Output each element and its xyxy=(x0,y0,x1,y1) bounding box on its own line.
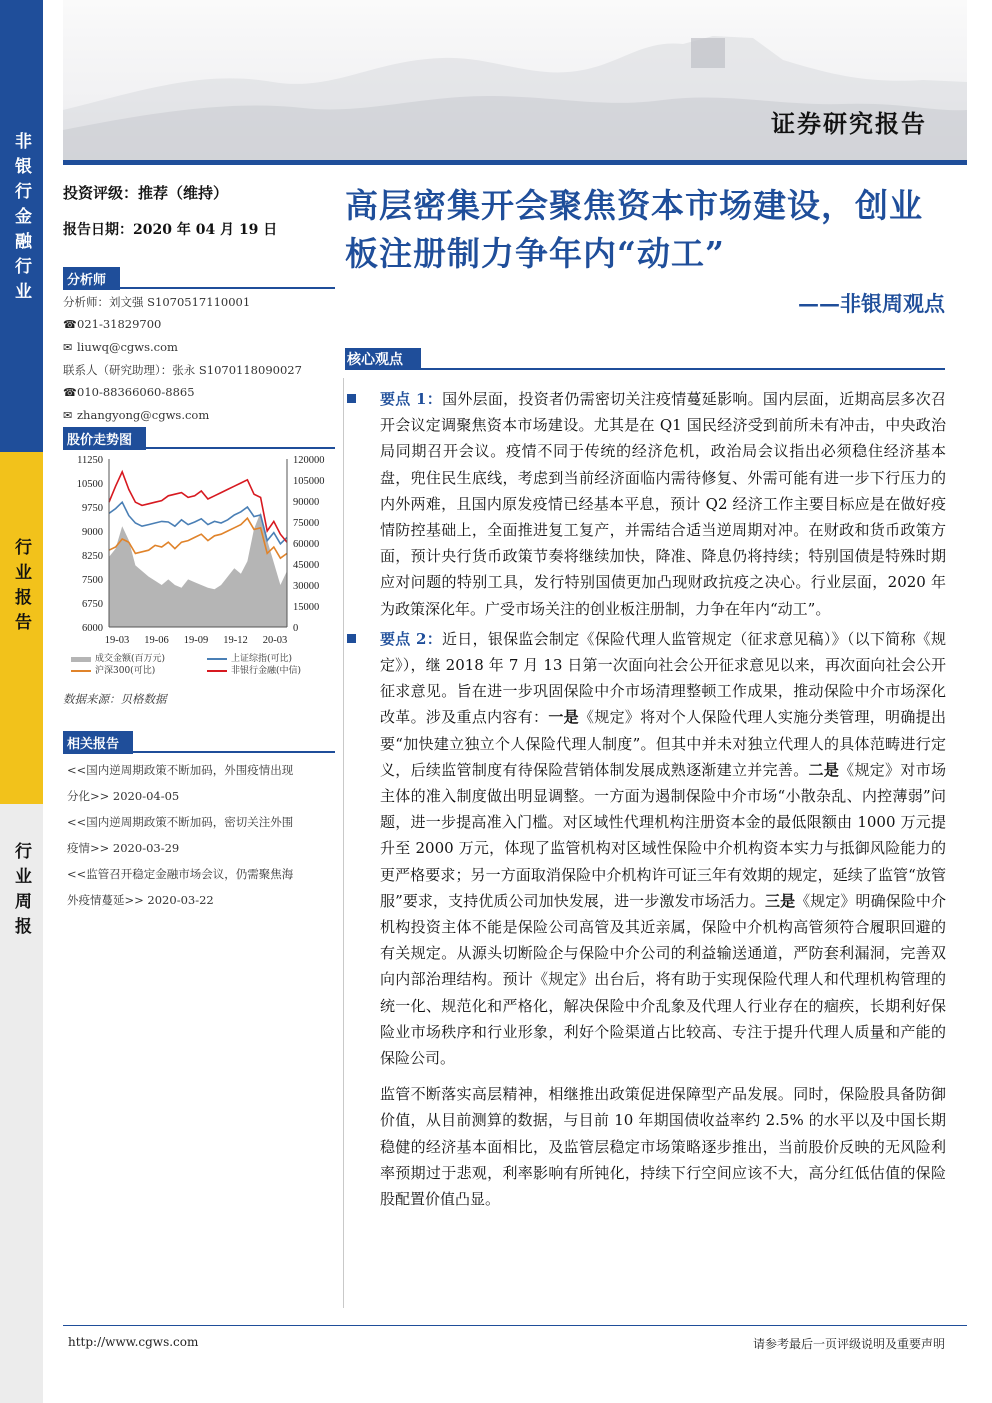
y-right-tick-label: 105000 xyxy=(293,476,325,487)
contact-email: ✉ zhangyong@cgws.com xyxy=(63,404,335,427)
analyst-heading xyxy=(63,267,335,289)
banner-title: 证券研究报告 xyxy=(771,109,927,138)
related-heading-label: 相关报告 xyxy=(63,731,133,754)
y-left-tick-label: 7500 xyxy=(82,575,103,586)
bullet-square-icon xyxy=(347,394,356,403)
y-right-tick-label: 0 xyxy=(293,623,299,634)
phone-icon: ☎ xyxy=(63,386,77,399)
side-tab-report-type xyxy=(0,452,43,804)
report-title-line: 高层密集开会聚焦资本市场建设，创业 xyxy=(345,186,923,225)
analyst-phone: ☎021-31829700 xyxy=(63,313,335,336)
x-tick-label: 20-03 xyxy=(262,635,288,646)
core-view-heading-label: 核心观点 xyxy=(345,348,421,370)
related-report-link[interactable]: <<监管召开稳定金融市场会议，仍需聚焦海 外疫情蔓延>> 2020-03-22 xyxy=(67,867,294,907)
legend-swatch xyxy=(207,670,227,672)
y-left-tick-label: 10500 xyxy=(76,479,103,490)
email-icon: ✉ xyxy=(63,341,73,354)
x-tick-label: 19-06 xyxy=(144,635,169,646)
report-subtitle: ——非银周观点 xyxy=(798,291,945,316)
core-view-heading xyxy=(345,348,945,370)
y-left-tick-label: 6750 xyxy=(82,599,103,610)
x-tick-label: 19-03 xyxy=(104,635,130,646)
chart-source: 数据来源：贝格数据 xyxy=(63,692,167,706)
email-icon: ✉ xyxy=(63,409,73,422)
y-left-tick-label: 6000 xyxy=(82,623,103,634)
side-tab-report-kind xyxy=(0,804,43,1403)
analyst-name: 分析师：刘文强 S1070517110001 xyxy=(63,295,251,309)
legend-item: 上证综指(可比) xyxy=(199,653,335,665)
legend-item: 非银行金融(中信) xyxy=(199,665,335,677)
stock-price-chart xyxy=(63,453,335,653)
x-tick-label: 19-12 xyxy=(223,635,248,646)
header-rule xyxy=(63,160,967,165)
related-report-link[interactable]: <<国内逆周期政策不断加码，外围疫情出现 分化>> 2020-04-05 xyxy=(67,763,294,803)
side-tab-industry-name xyxy=(0,0,43,452)
legend-swatch xyxy=(71,670,91,672)
chart-heading xyxy=(63,427,335,449)
phone-icon: ☎ xyxy=(63,318,77,331)
related-report-link[interactable]: <<国内逆周期政策不断加码，密切关注外围 疫情>> 2020-03-29 xyxy=(67,815,294,855)
side-tab-label: 行业周报 xyxy=(11,842,31,942)
y-left-tick-label: 11250 xyxy=(77,455,103,466)
side-tab-label: 行业报告 xyxy=(11,538,31,638)
left-column xyxy=(63,180,335,913)
column-divider xyxy=(343,378,344,1308)
related-list xyxy=(63,757,335,913)
y-right-tick-label: 15000 xyxy=(293,602,320,613)
y-right-tick-label: 45000 xyxy=(293,560,320,571)
key-point-1 xyxy=(346,386,946,622)
side-tab-label: 非银行金融行业 xyxy=(11,132,31,307)
y-right-tick-label: 120000 xyxy=(293,455,325,466)
bullet-square-icon xyxy=(347,634,356,643)
investment-rating: 投资评级：推荐（维持） xyxy=(63,184,229,202)
x-tick-label: 19-09 xyxy=(183,635,209,646)
legend-item: 沪深300(可比) xyxy=(63,665,199,677)
contact-name: 联系人（研究助理）：张永 S1070118090027 xyxy=(63,363,302,377)
legend-item: 成交金额(百万元) xyxy=(63,653,199,665)
report-title xyxy=(345,182,955,278)
key-point-text: 国外层面，投资者仍需密切关注疫情蔓延影响。国内层面，近期高层多次召开会议定调聚焦资本市场建设。尤其是在 Q1 国民经济受到前所未有冲击，中央政治局同期召开会议。疫情不同于传统的经济危机，政治局会议指出必须稳住经济基本盘，兜住民生底线，考虑到当前经济面临内需待修复、外需可能有进一步下行压力的内外两难，且国内原发疫情已经基本平息，预计 Q2 经济工作主要目标应是在做好疫情防控基础上，全面推进复工复产，并需结合适当逆周期对冲。在财政和货币政策方面，预计央行货币政策节奏将继续加快，降准、降息仍将持续；特别国债是特殊时期应对问题的特别工具，发行特别国债更加凸现财政抗疫之决心。行业层面，2020 年为政策深化年。广受市场关注的创业板注册制，力争在年内“动工”。 xyxy=(380,390,946,618)
y-right-tick-label: 75000 xyxy=(293,518,320,529)
core-view-body xyxy=(346,378,946,1212)
contact-phone: ☎010-88366060-8865 xyxy=(63,381,335,404)
legend-swatch xyxy=(71,657,91,662)
y-right-tick-label: 90000 xyxy=(293,497,320,508)
chart-heading-label: 股价走势图 xyxy=(63,427,146,450)
y-left-tick-label: 8250 xyxy=(82,551,103,562)
related-heading xyxy=(63,731,335,753)
y-right-tick-label: 30000 xyxy=(293,581,320,592)
y-left-tick-label: 9000 xyxy=(82,527,103,538)
y-left-tick-label: 9750 xyxy=(82,503,103,514)
y-right-tick-label: 60000 xyxy=(293,539,320,550)
footer-disclaimer-note: 请参考最后一页评级说明及重要声明 xyxy=(752,1337,945,1351)
key-point-2: 要点 2：近日，银保监会制定《保险代理人监管规定（征求意见稿）》（以下简称《规定》），继 2018 年 7 月 13 日第一次面向社会公开征求意见以来，再次面向社会公开征求意见。旨在进一步巩固保险中介市场清理整顿工作成果，推动保险中介市场深化改革。涉及重点内容有：一是《规定》将对个人保险代理人实施分类管理，明确提出要“加快建立独立个人保险代理人制度”。但其中并未对独立代理人的具体范畴进行定义，后续监管制度有待保险营销体制发展成熟逐渐建立并完善。二是《规定》对市场主体的准入制度做出明显调整。一方面为遏制保险中介市场“小散杂乱、内控薄弱”问题，进一步提高准入门槛。对区域性代理机构注册资本金的最低限额由 1000 万元提升至 2000 万元，体现了监管机构对区域性保险中介机构资本实力与抵御风险能力的更严格要求；另一方面取消保险中介机构许可证三年有效期的规定，延续了监管“放管服”要求，支持优质公司加快发展，进一步激发市场活力。三是《规定》明确保险中介机构投资主体不能是保险公司高管及其近亲属，保险中介机构高管须符合履职回避的有关规定。从源头切断险企与保险中介公司的利益输送通道，严防套利漏洞，完善双向内部治理结构。预计《规定》出台后，将有助于实现保险代理人和代理机构管理的统一化、规范化和严格化，解决保险中介乱象及代理人行业存在的痼疾，长期利好保险业市场秩序和行业形象，利好个险渠道占比较高、专注于提升代理人质量和产能的保险公司。 xyxy=(346,626,946,1071)
analyst-email: ✉ liuwq@cgws.com xyxy=(63,336,335,359)
analyst-info xyxy=(63,291,335,427)
conclusion-paragraph: 监管不断落实高层精神，相继推出政策促进保障型产品发展。同时，保险股具备防御价值，从目前测算的数据，与目前 10 年期国债收益率约 2.5% 的水平以及中国长期稳健的经济基本面相比，及监管层稳定市场策略逐步推出，当前股价反映的无风险利率预期过于悲观，利率影响有所钝化，持续下行空间应该不大，高分红低估值的保险股配置价值凸显。 xyxy=(380,1085,946,1209)
footer-rule xyxy=(63,1325,967,1326)
key-point-label: 要点 2： xyxy=(380,629,443,648)
analyst-heading-label: 分析师 xyxy=(63,267,120,290)
legend-swatch xyxy=(207,658,227,660)
side-tab-bar xyxy=(0,0,43,1403)
chart-legend xyxy=(63,653,335,677)
header-banner xyxy=(63,0,967,165)
footer-url-link[interactable]: http://www.cgws.com xyxy=(68,1335,199,1349)
report-date: 报告日期：2020 年 04 月 19 日 xyxy=(63,222,278,238)
great-wall-illustration xyxy=(63,0,967,165)
key-point-label: 要点 1： xyxy=(380,390,443,408)
report-title-line: 板注册制力争年内“动工” xyxy=(345,234,725,273)
